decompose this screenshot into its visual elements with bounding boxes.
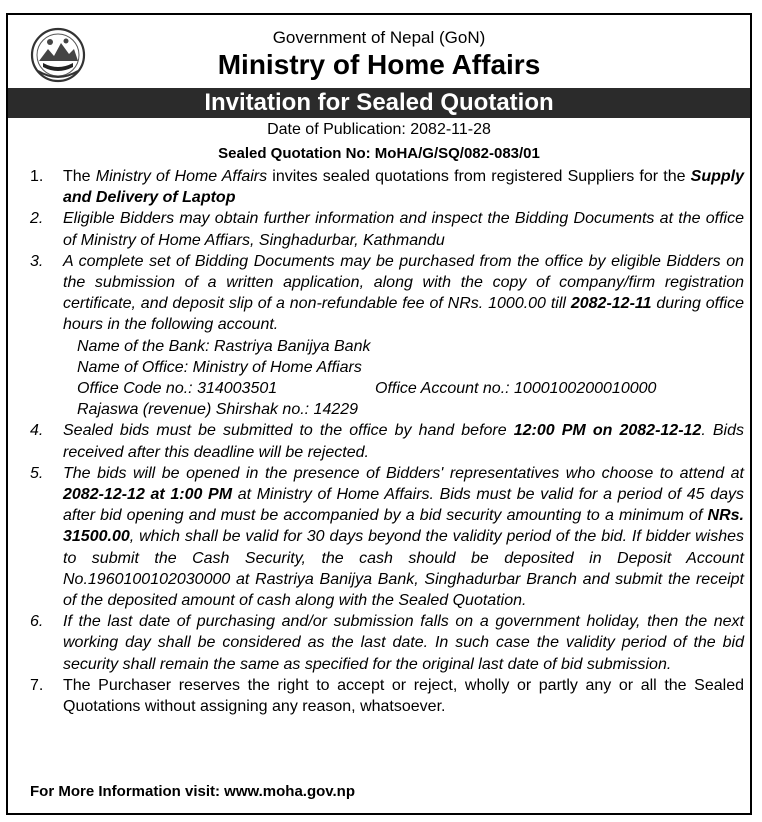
notice-title-banner: Invitation for Sealed Quotation (8, 88, 750, 118)
more-info-footer: For More Information visit: www.moha.gov.np (30, 783, 356, 800)
item-text: Sealed bids must be submitted to the office by hand before 12:00 PM on 2082-12-12. Bids received after this deadline will be rejected. (63, 422, 745, 461)
quotation-number: Sealed Quotation No: MoHA/G/SQ/082-083/01 (218, 145, 540, 162)
list-item (30, 420, 744, 462)
item-number: 4. (30, 422, 44, 440)
publication-date: Date of Publication: 2082-11-28 (267, 121, 491, 138)
government-line: Government of Nepal (GoN) (272, 28, 486, 47)
bank-details (30, 336, 744, 421)
item-text: Eligible Bidders may obtain further information and inspect the Bidding Documents at the office of Ministry of Home Affiars, Singhadurbar, Kathmandu (63, 210, 744, 249)
notice-items (30, 166, 744, 717)
office-code: Office Code no.: 314003501 (77, 380, 278, 398)
list-item (30, 166, 744, 208)
ministry-title: Ministry of Home Affairs (217, 49, 541, 80)
item-number: 6. (30, 613, 44, 631)
list-item (30, 463, 744, 611)
office-account: Office Account no.: 1000100200010000 (375, 380, 657, 398)
item-text: The bids will be opened in the presence of Bidders' representatives who choose to attend at 2082-12-12 at 1:00 PM at Ministry of Home Affairs. Bids must be valid for a period of 45 days after bid opening and must be accompanied by a bid security amounting to a minimum of NRs. 31500.00, which shall be valid for 30 days beyond the validity period of the bid. If bidder wishes to submit the Cash Security, the cash should be deposited in Deposit Account No.1960100102030000 at Rastriya Banijya Bank, Singhadurbar Branch and submit the receipt of the deposited amount of cash along with the Sealed Quotation. (63, 464, 744, 610)
item-number: 7. (30, 676, 44, 694)
item-text: The Ministry of Home Affairs invites sealed quotations from registered Suppliers for the Supply and Delivery of Laptop (63, 168, 745, 207)
list-item (30, 675, 744, 717)
list-item (30, 611, 744, 675)
list-item (30, 251, 744, 336)
bank-name: Name of the Bank: Rastriya Banijya Bank (77, 337, 371, 355)
item-number: 5. (30, 464, 44, 482)
office-name: Name of Office: Ministry of Home Affiars (77, 358, 362, 376)
list-item (30, 208, 744, 250)
item-text: A complete set of Bidding Documents may be purchased from the office by eligible Bidders on the submission of a written application, along with the copy of company/firm registration certificate, and deposit slip of a non-refundable fee of NRs. 1000.00 till 2082-12-11 during office hours in the following account. (63, 252, 744, 334)
item-number: 3. (30, 252, 44, 270)
item-number: 1. (30, 168, 44, 185)
item-text: The Purchaser reserves the right to accept or reject, wholly or partly any or all the Sealed Quotations without assigning any reason, whatsoever. (63, 676, 744, 716)
item-number: 2. (30, 210, 44, 228)
item-text: If the last date of purchasing and/or submission falls on a government holiday, then the next working day shall be considered as the last date. In such case the validity period of the bid security shall remain the same as specified for the original last date of bid submission. (63, 613, 744, 673)
notice-frame (6, 13, 752, 815)
rajaswa-shirshak: Rajaswa (revenue) Shirshak no.: 14229 (77, 401, 359, 419)
